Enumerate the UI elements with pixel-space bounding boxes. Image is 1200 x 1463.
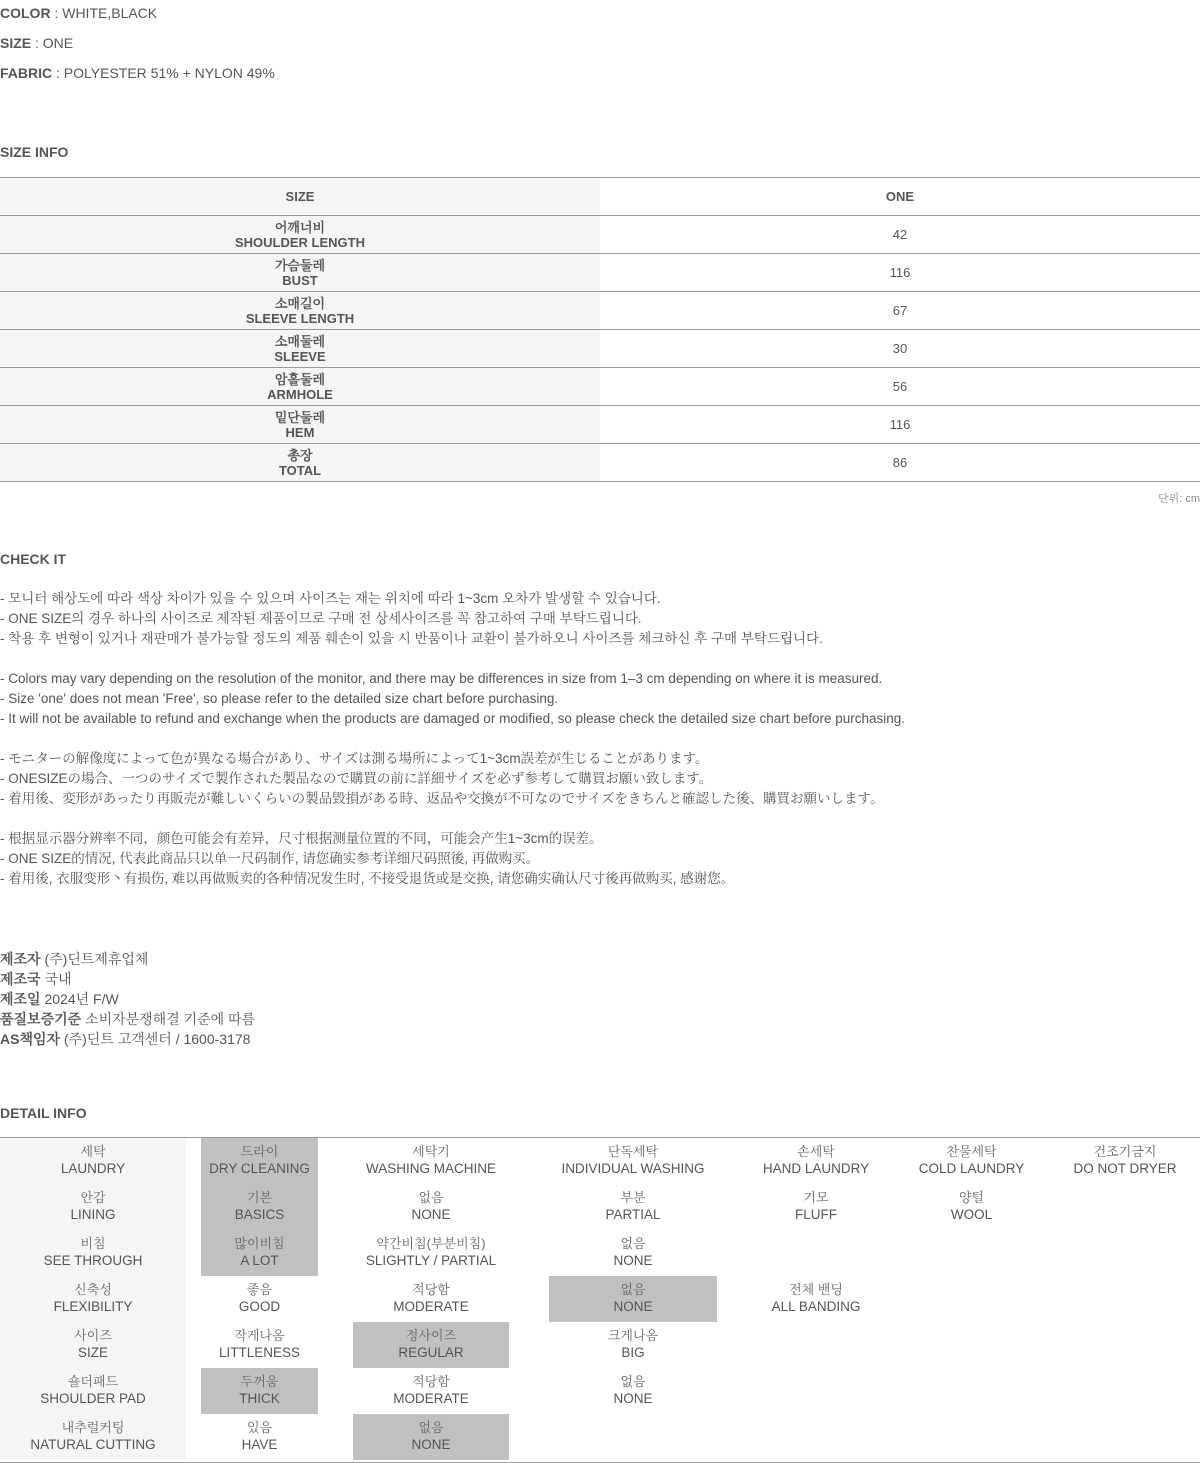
detail-option-ko: 세탁기	[412, 1144, 450, 1159]
detail-option	[353, 1276, 509, 1322]
detail-option-ko: 많이비침	[234, 1236, 285, 1251]
detail-row	[0, 1230, 1200, 1276]
detail-option-en: BASICS	[234, 1207, 285, 1222]
size-row-label	[0, 216, 600, 254]
manufacturer-value: 소비자분쟁해결 기준에 따름	[81, 1011, 256, 1027]
detail-row	[0, 1276, 1200, 1322]
size-header-label: SIZE	[0, 178, 600, 216]
spec-size-value: : ONE	[31, 35, 74, 51]
detail-table	[0, 1137, 1200, 1463]
detail-label-en: LAUNDRY	[60, 1161, 126, 1176]
detail-option-selected	[549, 1276, 717, 1322]
detail-option-en: HAND LAUNDRY	[762, 1161, 870, 1176]
detail-option-ko: 기본	[246, 1190, 273, 1205]
size-row-label-en: BUST	[282, 272, 318, 288]
size-row-value: 86	[600, 444, 1200, 482]
size-unit: 단위: cm	[1157, 493, 1200, 505]
detail-option-selected	[353, 1414, 509, 1460]
manufacturer-line	[0, 989, 255, 1009]
detail-option-ko: 없음	[620, 1374, 646, 1389]
check-it-line: - ONESIZEの場合、一つのサイズで製作された製品なので購買の前に詳細サイズを必ず参考して購買お願い致します。	[0, 771, 713, 786]
manufacturer-label: AS책임자	[0, 1031, 61, 1047]
detail-option	[1050, 1138, 1200, 1184]
detail-option	[201, 1322, 318, 1368]
manufacturer-label: 제조자	[0, 951, 41, 967]
detail-option-ko: 건조기금지	[1093, 1144, 1157, 1159]
manufacturer-value: (주)딘트제휴업체	[40, 951, 149, 967]
size-table-row	[0, 292, 1200, 330]
detail-option-ko: 양털	[958, 1190, 985, 1205]
detail-option-en: A LOT	[240, 1253, 279, 1268]
spec-color	[0, 5, 157, 21]
detail-info-title: DETAIL INFO	[0, 1105, 87, 1121]
size-table-row	[0, 330, 1200, 368]
size-row-label-en: ARMHOLE	[267, 386, 333, 402]
size-row-label	[0, 330, 600, 368]
detail-option-en: PARTIAL	[605, 1207, 661, 1222]
detail-option	[895, 1184, 1048, 1230]
detail-option-en: NONE	[411, 1437, 451, 1452]
size-header-value: ONE	[600, 178, 1200, 216]
detail-label-ko: 안감	[80, 1190, 106, 1205]
detail-option-en: LITTLENESS	[218, 1345, 301, 1360]
detail-label-en: FLEXIBILITY	[53, 1299, 133, 1314]
detail-option-en: MODERATE	[393, 1299, 469, 1314]
detail-option	[549, 1138, 717, 1184]
detail-option-en: INDIVIDUAL WASHING	[561, 1161, 705, 1176]
detail-option	[740, 1138, 892, 1184]
manufacturer-line	[0, 1009, 255, 1029]
check-it-japanese	[0, 749, 883, 809]
detail-label-ko: 비침	[80, 1236, 106, 1251]
size-row-label-en: SHOULDER LENGTH	[235, 234, 365, 250]
size-row-label-en: SLEEVE LENGTH	[245, 310, 355, 326]
size-row-label-en: HEM	[285, 424, 315, 440]
size-row-label-en: SLEEVE	[274, 348, 326, 364]
size-row-label	[0, 254, 600, 292]
check-it-line: - 着用後、変形があったり再販売が難しいくらいの製品毀損がある時、返品や交換が不可なのでサイズをきちんと確認した後、購買お願いします。	[0, 791, 884, 806]
detail-option-ko: 적당함	[412, 1374, 450, 1389]
detail-row-label	[0, 1184, 186, 1230]
manufacturer-value: 국내	[40, 971, 72, 987]
spec-size	[0, 35, 73, 51]
detail-row-label	[0, 1368, 186, 1414]
spec-color-label: COLOR	[0, 5, 51, 21]
detail-row-label	[0, 1414, 186, 1460]
detail-option	[549, 1230, 717, 1276]
detail-option	[353, 1230, 509, 1276]
size-row-label-ko: 소매둘레	[274, 333, 326, 349]
detail-option-en: SLIGHTLY / PARTIAL	[365, 1253, 497, 1268]
detail-row	[0, 1322, 1200, 1368]
check-it-english	[0, 669, 905, 729]
detail-option-selected	[201, 1230, 318, 1276]
check-it-line: - ONE SIZE的情况, 代表此商品只以单一尺码制作, 请您确实参考详细尺码照後, 再做购买。	[0, 851, 540, 866]
detail-row-label	[0, 1276, 186, 1322]
check-it-line: - 착용 후 변형이 있거나 재판매가 불가능할 정도의 제품 훼손이 있을 시 반품이나 교환이 불가하오니 사이즈를 체크하신 후 구매 부탁드립니다.	[0, 631, 823, 646]
detail-option-ko: 전체 밴딩	[789, 1282, 843, 1297]
size-table-row	[0, 368, 1200, 406]
detail-option-ko: 적당함	[412, 1282, 450, 1297]
manufacturer-line	[0, 1029, 255, 1049]
manufacturer-label: 제조일	[0, 991, 41, 1007]
detail-row	[0, 1414, 1200, 1460]
size-row-label-ko: 어깨너비	[274, 219, 326, 235]
detail-option-ko: 없음	[620, 1282, 646, 1297]
detail-option-en: REGULAR	[398, 1345, 464, 1360]
manufacturer-line	[0, 949, 255, 969]
detail-option-ko: 손세탁	[797, 1144, 835, 1159]
detail-option-en: MODERATE	[393, 1391, 469, 1406]
detail-option	[549, 1184, 717, 1230]
detail-label-en: LINING	[70, 1207, 116, 1222]
detail-option-ko: 드라이	[240, 1144, 279, 1159]
check-it-line: - 根据显示器分辨率不同，颜色可能会有差异，尺寸根据测量位置的不同，可能会产生1~3cm的误差。	[0, 831, 603, 846]
spec-fabric	[0, 65, 275, 81]
detail-option	[353, 1184, 509, 1230]
size-row-value: 56	[600, 368, 1200, 406]
spec-fabric-value: : POLYESTER 51% + NYLON 49%	[52, 65, 275, 81]
detail-label-ko: 사이즈	[74, 1328, 112, 1343]
size-row-label	[0, 444, 600, 482]
size-row-label-en: TOTAL	[278, 462, 322, 478]
detail-option-ko: 있음	[246, 1420, 273, 1435]
detail-option	[353, 1368, 509, 1414]
detail-row-label	[0, 1138, 186, 1184]
detail-row-label	[0, 1322, 186, 1368]
detail-option	[895, 1138, 1048, 1184]
spec-color-value: : WHITE,BLACK	[50, 5, 158, 21]
manufacturer-value: (주)딘트 고객센터 / 1600-3178	[60, 1031, 251, 1047]
size-row-value: 30	[600, 330, 1200, 368]
detail-option-selected	[353, 1322, 509, 1368]
check-it-line: - 모니터 해상도에 따라 색상 차이가 있을 수 있으며 사이즈는 재는 위치에 따라 1~3cm 오차가 발생할 수 있습니다.	[0, 591, 661, 606]
detail-option-en: WASHING MACHINE	[365, 1161, 496, 1176]
detail-option	[740, 1276, 892, 1322]
size-row-value: 116	[600, 406, 1200, 444]
detail-option-ko: 없음	[418, 1190, 444, 1205]
detail-option-en: NONE	[613, 1253, 653, 1268]
detail-label-en: NATURAL CUTTING	[30, 1437, 156, 1452]
size-row-label-ko: 가슴둘레	[274, 257, 326, 273]
check-it-line: - モニターの解像度によって色が異なる場合があり、サイズは測る場所によって1~3cm誤差が生じることがあります。	[0, 751, 709, 766]
detail-option	[549, 1368, 717, 1414]
check-it-line: - Size 'one' does not mean 'Free', so please refer to the detailed size chart before purchasing.	[0, 691, 559, 706]
size-row-label-ko: 소매길이	[274, 295, 326, 311]
size-table-row	[0, 216, 1200, 254]
detail-label-ko: 세탁	[80, 1144, 106, 1159]
size-row-value: 116	[600, 254, 1200, 292]
detail-option-ko: 없음	[620, 1236, 646, 1251]
size-row-label	[0, 368, 600, 406]
detail-option-en: GOOD	[238, 1299, 281, 1314]
size-table-row	[0, 254, 1200, 292]
detail-row-label	[0, 1230, 186, 1276]
detail-option-ko: 작게나옴	[234, 1328, 285, 1343]
detail-option-en: ALL BANDING	[771, 1299, 861, 1314]
detail-option-selected	[201, 1138, 318, 1184]
detail-option	[201, 1276, 318, 1322]
detail-label-ko: 숄더패드	[67, 1374, 119, 1389]
check-it-line: - ONE SIZE의 경우 하나의 사이즈로 제작된 제품이므로 구매 전 상세사이즈를 꼭 참고하여 구매 부탁드립니다.	[0, 611, 642, 626]
manufacturer-line	[0, 969, 255, 989]
size-row-value: 67	[600, 292, 1200, 330]
size-row-label	[0, 292, 600, 330]
detail-row	[0, 1184, 1200, 1230]
detail-option-ko: 단독세탁	[607, 1144, 659, 1159]
detail-option-en: BIG	[621, 1345, 645, 1360]
detail-option-en: COLD LAUNDRY	[918, 1161, 1025, 1176]
detail-option-en: NONE	[411, 1207, 451, 1222]
check-it-line: - It will not be available to refund and exchange when the products are damaged or modified, so please check the detailed size chart before purchasing.	[0, 711, 906, 726]
detail-option	[201, 1414, 318, 1460]
size-row-value: 42	[600, 216, 1200, 254]
detail-option-ko: 두꺼움	[240, 1374, 279, 1389]
size-row-label	[0, 406, 600, 444]
detail-label-ko: 신축성	[74, 1282, 112, 1297]
detail-label-en: SHOULDER PAD	[40, 1391, 146, 1406]
detail-option-ko: 없음	[418, 1420, 444, 1435]
detail-option	[740, 1184, 892, 1230]
detail-option-ko: 약간비침(부분비침)	[376, 1236, 486, 1251]
detail-option-ko: 좋음	[246, 1282, 273, 1297]
detail-option-ko: 찬물세탁	[946, 1144, 997, 1159]
check-it-chinese	[0, 829, 734, 889]
detail-option-en: NONE	[613, 1299, 653, 1314]
spec-fabric-label: FABRIC	[0, 65, 53, 81]
size-table-row	[0, 406, 1200, 444]
spec-size-label: SIZE	[0, 35, 32, 51]
detail-row	[0, 1368, 1200, 1414]
detail-option	[353, 1138, 509, 1184]
size-row-label-ko: 총장	[287, 447, 313, 463]
detail-option-ko: 기모	[803, 1190, 829, 1205]
size-table	[0, 177, 1200, 482]
detail-option-ko: 정사이즈	[405, 1328, 457, 1343]
size-row-label-ko: 암홀둘레	[274, 371, 326, 387]
check-it-line: - 着用後, 衣服变形丶有损伤, 难以再做贩卖的各种情况发生时, 不接受退货或是交换, 请您确实确认尺寸後再做购买, 感谢您。	[0, 871, 735, 886]
detail-option-selected	[201, 1368, 318, 1414]
manufacturer-value: 2024년 F/W	[40, 991, 119, 1007]
detail-row	[0, 1138, 1200, 1184]
detail-option-en: NONE	[613, 1391, 653, 1406]
detail-label-en: SEE THROUGH	[43, 1253, 143, 1268]
detail-label-ko: 내추럴커팅	[61, 1420, 125, 1435]
check-it-line: - Colors may vary depending on the resolution of the monitor, and there may be differences in size from 1–3 cm depending on where it is measured.	[0, 671, 883, 686]
manufacturer-label: 제조국	[0, 971, 41, 987]
size-table-header	[0, 178, 1200, 216]
detail-option-en: DRY CLEANING	[209, 1161, 310, 1176]
manufacturer-label: 품질보증기준	[0, 1011, 82, 1027]
size-info-title: SIZE INFO	[0, 144, 69, 160]
detail-option-en: DO NOT DRYER	[1073, 1161, 1177, 1176]
detail-option-en: WOOL	[950, 1207, 993, 1222]
size-table-row	[0, 444, 1200, 482]
detail-label-en: SIZE	[77, 1345, 108, 1360]
detail-option-en: FLUFF	[795, 1207, 837, 1222]
detail-option-en: HAVE	[241, 1437, 278, 1452]
check-it-title: CHECK IT	[0, 551, 67, 567]
detail-option-selected	[201, 1184, 318, 1230]
detail-option	[549, 1322, 717, 1368]
manufacturer-info	[0, 949, 255, 1049]
detail-option-en: THICK	[239, 1391, 280, 1406]
detail-option-ko: 부분	[620, 1190, 646, 1205]
size-row-label-ko: 밑단둘레	[274, 409, 326, 425]
detail-option-ko: 크게나옴	[607, 1328, 659, 1343]
check-it-korean	[0, 589, 823, 649]
